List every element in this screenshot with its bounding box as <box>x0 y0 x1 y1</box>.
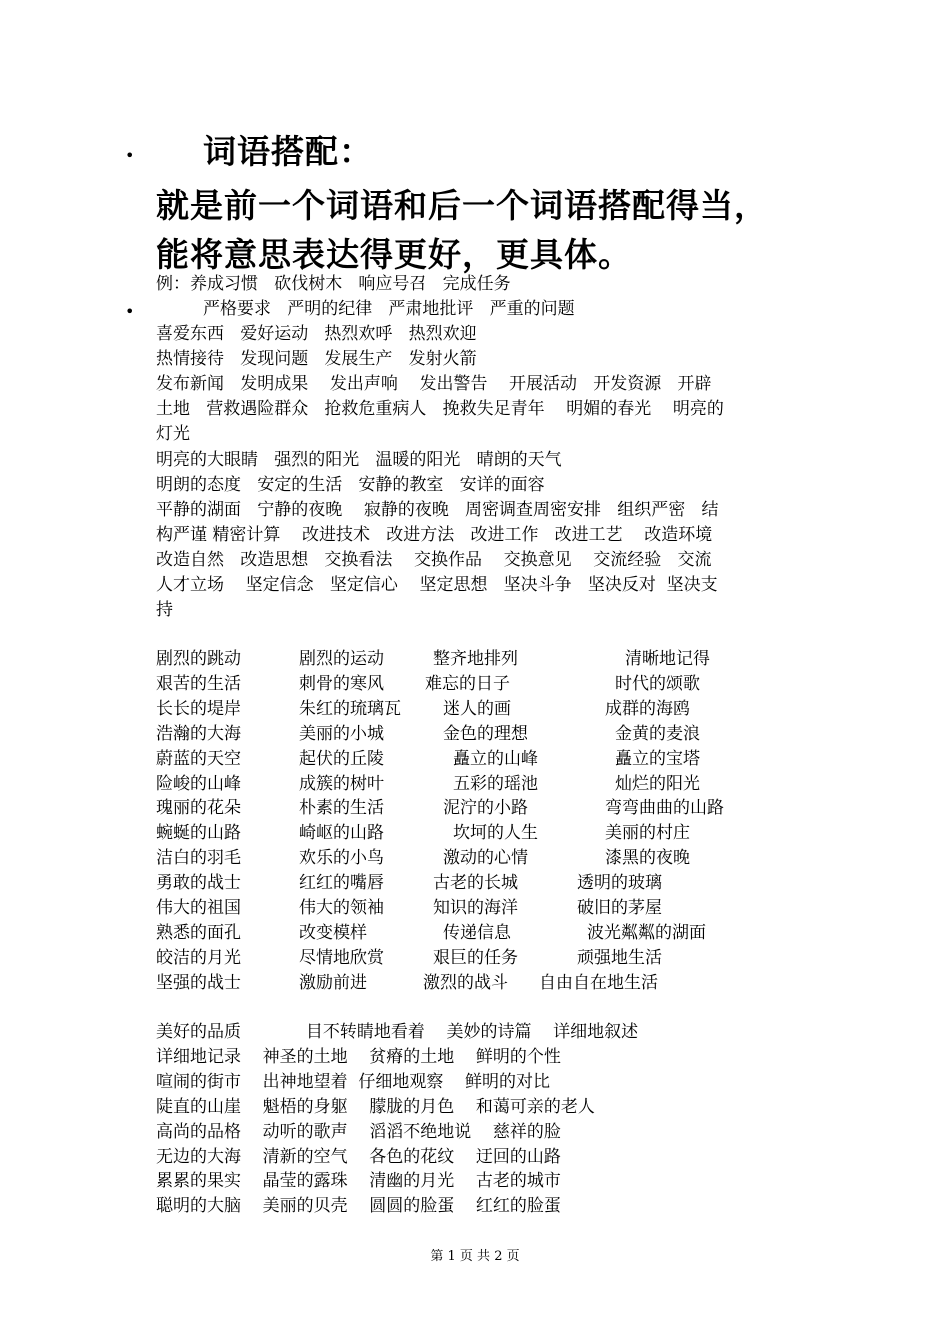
table-cell: 自由自在地生活 <box>539 972 658 993</box>
table-cell: 金黄的麦浪 <box>615 723 700 744</box>
table-cell: 五彩的瑶池 <box>453 773 538 794</box>
table-cell: 欢乐的小鸟 <box>299 848 384 869</box>
table-cell: 难忘的日子 <box>425 673 510 694</box>
table-cell: 知识的海洋 <box>433 898 518 918</box>
phrase-line: 聪明的大脑 美丽的贝壳 圆圆的脸蛋 红红的脸蛋 <box>156 1196 561 1217</box>
table-cell: 激烈的战斗 <box>423 972 508 993</box>
table-cell: 崎岖的山路 <box>299 823 384 844</box>
intro-line: 人才立场 坚定信念 坚定信心 坚定思想 坚决斗争 坚决反对 坚决支 <box>156 575 718 595</box>
intro-line: 喜爱东西 爱好运动 热烈欢呼 热烈欢迎 <box>156 324 477 344</box>
table-cell: 成群的海鸥 <box>605 698 690 719</box>
table-cell: 成簇的树叶 <box>299 773 384 794</box>
table-cell: 时代的颂歌 <box>615 673 700 694</box>
table-cell: 顽强地生活 <box>577 947 662 968</box>
table-cell: 坚强的战士 <box>156 972 241 993</box>
bullet: • <box>125 146 135 165</box>
section-title: 词语搭配： <box>203 132 373 171</box>
table-cell: 熟悉的面孔 <box>156 922 241 943</box>
definition-line-1: 就是前一个词语和后一个词语搭配得当， <box>156 186 768 225</box>
table-cell: 尽情地欣赏 <box>299 947 384 968</box>
intro-line: 发布新闻 发明成果 发出声响 发出警告 开展活动 开发资源 开辟 <box>156 374 712 394</box>
phrase-line: 美好的品质 目不转睛地看着 美妙的诗篇 详细地叙述 <box>156 1022 639 1042</box>
table-cell: 朱红的琉璃瓦 <box>299 698 401 719</box>
table-cell: 透明的玻璃 <box>577 873 662 894</box>
intro-line: 持 <box>156 600 173 620</box>
table-cell: 矗立的宝塔 <box>615 748 700 769</box>
table-cell: 矗立的山峰 <box>453 748 538 769</box>
table-cell: 蜿蜒的山路 <box>156 823 241 844</box>
table-cell: 洁白的羽毛 <box>156 848 241 869</box>
intro-line: 土地 营救遇险群众 抢救危重病人 挽救失足青年 明媚的春光 明亮的 <box>156 399 724 419</box>
phrase-line: 无边的大海 清新的空气 各色的花纹 迂回的山路 <box>156 1146 561 1167</box>
definition-line-2: 能将意思表达得更好，更具体。 <box>156 235 632 274</box>
table-cell: 勇敢的战士 <box>156 873 241 894</box>
intro-line: 明朗的态度 安定的生活 安静的教室 安详的面容 <box>156 475 545 495</box>
table-cell: 美丽的小城 <box>299 723 384 744</box>
table-cell: 伟大的祖国 <box>156 898 241 918</box>
table-cell: 红红的嘴唇 <box>299 873 384 894</box>
table-cell: 迷人的画 <box>443 698 511 719</box>
intro-line: 严格要求 严明的纪律 严肃地批评 严重的问题 <box>203 299 575 319</box>
table-cell: 美丽的村庄 <box>605 823 690 844</box>
table-cell: 刺骨的寒风 <box>299 673 384 694</box>
table-cell: 蔚蓝的天空 <box>156 748 241 769</box>
phrase-line: 详细地记录 神圣的土地 贫瘠的土地 鲜明的个性 <box>156 1046 561 1067</box>
intro-line: 灯光 <box>156 424 190 444</box>
phrase-line: 喧闹的街市 出神地望着 仔细地观察 鲜明的对比 <box>156 1071 551 1092</box>
table-cell: 艰巨的任务 <box>433 947 518 968</box>
table-cell: 艰苦的生活 <box>156 673 241 694</box>
table-cell: 传递信息 <box>443 922 511 943</box>
table-cell: 瑰丽的花朵 <box>156 798 241 819</box>
table-cell: 激励前进 <box>299 972 367 993</box>
intro-line: 热情接待 发现问题 发展生产 发射火箭 <box>156 349 477 369</box>
table-cell: 古老的长城 <box>433 873 518 894</box>
table-cell: 灿烂的阳光 <box>615 773 700 794</box>
intro-line: 例：养成习惯 砍伐树木 响应号召 完成任务 <box>156 274 511 294</box>
table-cell: 浩瀚的大海 <box>156 723 241 744</box>
phrase-line: 陡直的山崖 魁梧的身躯 朦胧的月色 和蔼可亲的老人 <box>156 1096 595 1117</box>
table-cell: 坎坷的人生 <box>453 823 538 844</box>
table-cell: 皎洁的月光 <box>156 947 241 968</box>
table-cell: 改变模样 <box>299 922 367 943</box>
table-cell: 伟大的领袖 <box>299 898 384 918</box>
table-cell: 波光粼粼的湖面 <box>587 922 706 943</box>
intro-line: 明亮的大眼睛 强烈的阳光 温暖的阳光 晴朗的天气 <box>156 450 562 470</box>
table-cell: 险峻的山峰 <box>156 773 241 794</box>
table-cell: 起伏的丘陵 <box>299 748 384 769</box>
table-cell: 长长的堤岸 <box>156 698 241 719</box>
table-cell: 破旧的茅屋 <box>577 898 662 918</box>
table-cell: 激动的心情 <box>443 848 528 869</box>
phrase-line: 高尚的品格 动听的歌声 滔滔不绝地说 慈祥的脸 <box>156 1121 561 1142</box>
table-cell: 剧烈的跳动 <box>156 649 241 669</box>
intro-line: 改造自然 改造思想 交换看法 交换作品 交换意见 交流经验 交流 <box>156 550 712 570</box>
phrase-line: 累累的果实 晶莹的露珠 清幽的月光 古老的城市 <box>156 1171 561 1192</box>
bullet: • <box>125 302 135 321</box>
intro-line: 构严谨 精密计算 改进技术 改进方法 改进工作 改进工艺 改造环境 <box>156 525 713 545</box>
table-cell: 金色的理想 <box>443 723 528 744</box>
table-cell: 弯弯曲曲的山路 <box>605 798 724 819</box>
table-cell: 清晰地记得 <box>625 649 710 669</box>
table-cell: 整齐地排列 <box>433 649 518 669</box>
table-cell: 漆黑的夜晚 <box>605 848 690 869</box>
table-cell: 朴素的生活 <box>299 798 384 819</box>
table-cell: 剧烈的运动 <box>299 649 384 669</box>
table-cell: 泥泞的小路 <box>443 798 528 819</box>
intro-line: 平静的湖面 宁静的夜晚 寂静的夜晚 周密调查周密安排 组织严密 结 <box>156 500 719 520</box>
page-footer: 第 1 页 共 2 页 <box>430 1249 520 1264</box>
